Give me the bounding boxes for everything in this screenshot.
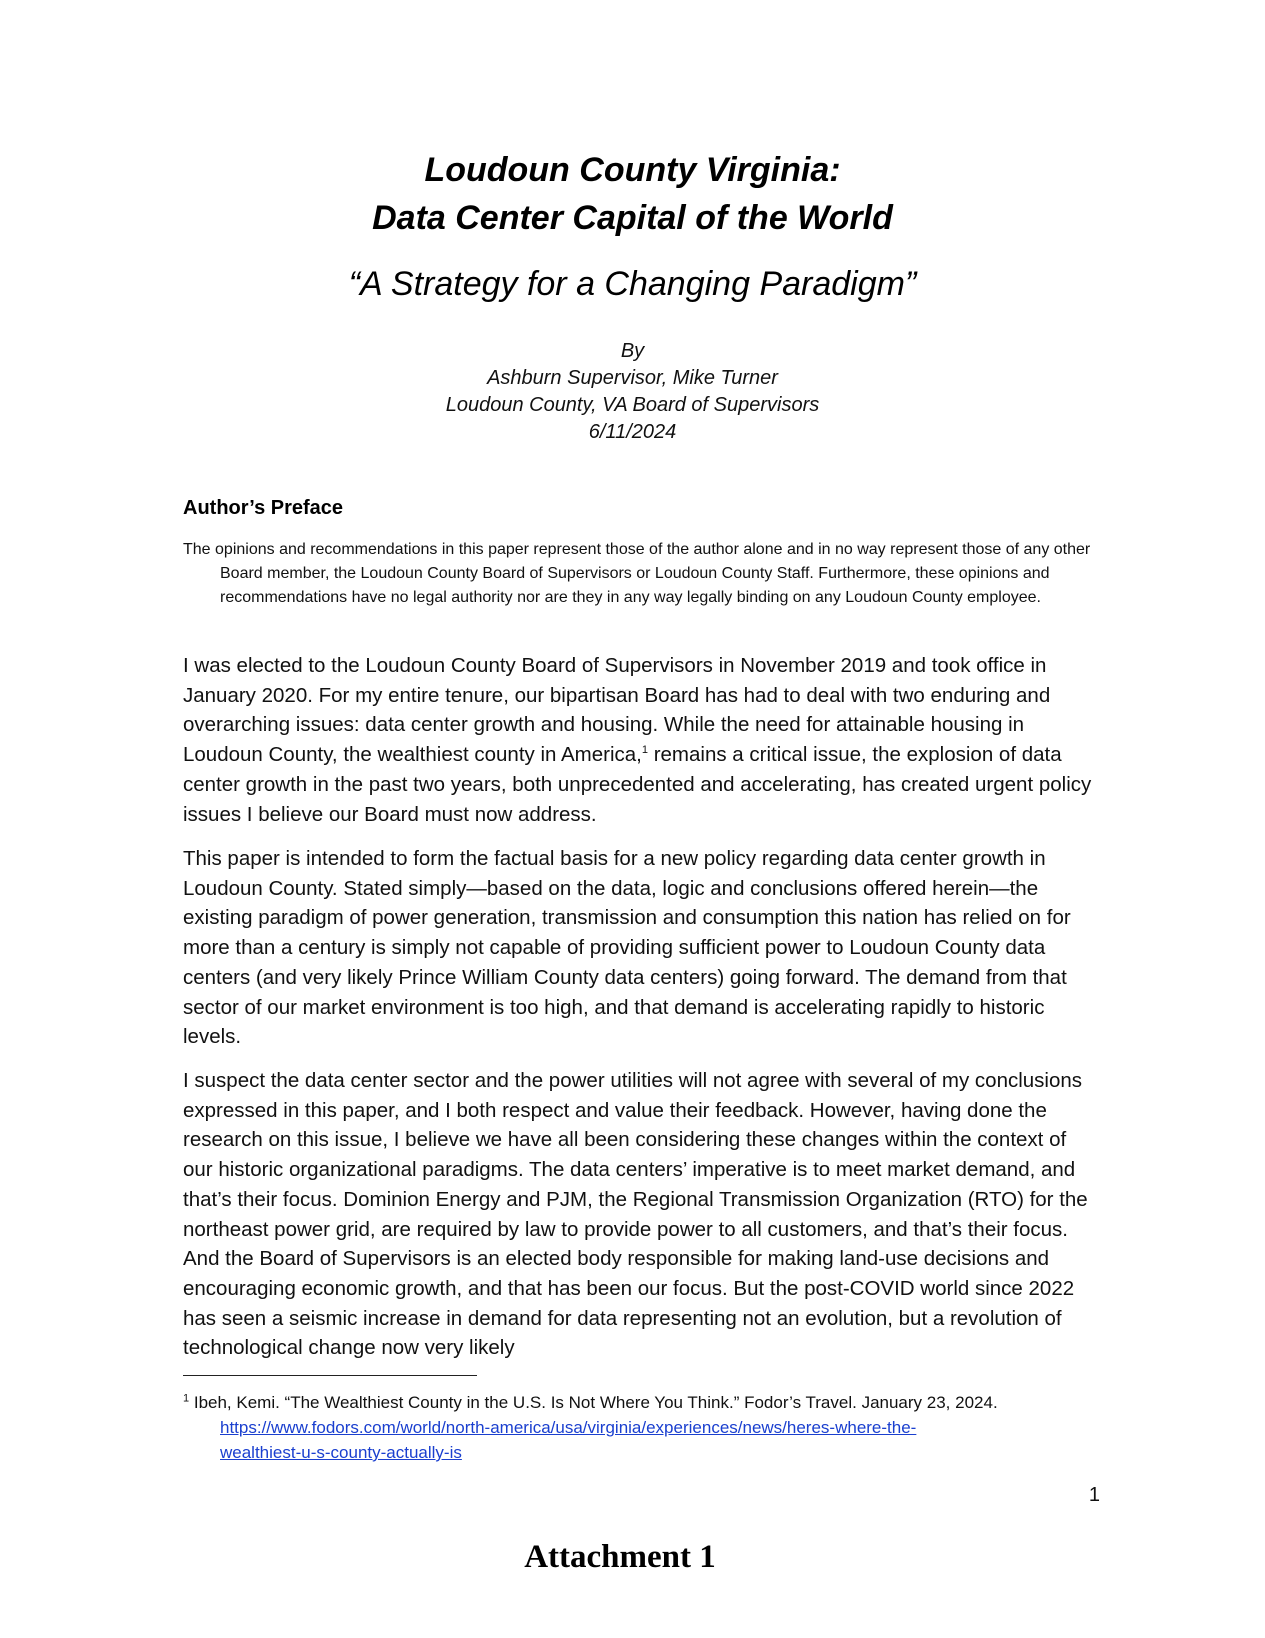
byline-organization: Loudoun County, VA Board of Supervisors — [445, 394, 820, 416]
byline-date: 6/11/2024 — [588, 421, 677, 443]
footnote-citation: Ibeh, Kemi. “The Wealthiest County in the U.S. Is Not Where You Think.” Fodor’s Travel. January 23, 2024. — [189, 1393, 998, 1412]
footnote-link-line-2: wealthiest-u-s-county-actually-is — [220, 1443, 462, 1462]
byline-author: Ashburn Supervisor, Mike Turner — [487, 367, 778, 389]
footnote-link[interactable] — [220, 1418, 916, 1462]
footnote-link-line-1: https://www.fodors.com/world/north-america/usa/virginia/experiences/news/heres-where-the- — [220, 1418, 917, 1437]
footnote-marker: 1 — [183, 1392, 190, 1405]
document-title — [0, 146, 1265, 242]
footnote-divider — [183, 1375, 477, 1376]
title-line-1: Loudoun County Virginia: — [424, 151, 841, 189]
footnote — [183, 1390, 1135, 1465]
body-paragraph-3: I suspect the data center sector and the power utilities will not agree with several of my conclusions expressed in this paper, and I both respect and value their feedback. However, having done the research on this issue, I believe we have all been considering these changes within the context of our historic organizational paradigms. The data centers’ imperative is to meet market demand, and that’s their focus. Dominion Energy and PJM, the Regional Transmission Organization (RTO) for the northeast power grid, are required by law to provide power to all customers, and that’s their focus. And the Board of Supervisors is an elected body responsible for making land-use decisions and encouraging economic growth, and that has been our focus. But the post-COVID world since 2022 has seen a seismic increase in demand for data representing not an evolution, but a revolution of technological change now very likely — [183, 1069, 1088, 1360]
paragraph-1-text-a: I was elected to the Loudoun County Board of Supervisors in November 2019 and took office in January 2020. For my entire tenure, our bipartisan Board has had to deal with two enduring and overarching issues: data center growth and housing. While the need for attainable housing in Loudoun County, the wealthiest county in America, — [183, 654, 1051, 767]
footnote-reference[interactable]: 1 — [641, 744, 648, 757]
disclaimer-text: The opinions and recommendations in this paper represent those of the author alone and in no way represent those of any other Board member, the Loudoun County Board of Supervisors or Loudoun County Staff. Furthermore, these opinions and recommendations have no legal authority nor are they in any way legally binding on any Loudoun County employee. — [183, 541, 1091, 606]
document-subtitle: “A Strategy for a Changing Paradigm” — [348, 265, 917, 303]
page-number: 1 — [1088, 1484, 1100, 1506]
paragraph-1-text-b: remains a critical issue, the explosion of data center growth in the past two years, both unprecedented and accelerating, has created urgent policy issues I believe our Board must now address. — [183, 743, 1092, 826]
byline — [0, 338, 1265, 446]
title-line-2: Data Center Capital of the World — [372, 199, 893, 237]
body-paragraph-1 — [183, 651, 1098, 829]
preface-heading: Author’s Preface — [183, 497, 344, 519]
attachment-label: Attachment 1 — [524, 1539, 716, 1575]
byline-by: By — [620, 340, 645, 362]
body-paragraph-2: This paper is intended to form the factual basis for a new policy regarding data center growth in Loudoun County. Stated simply—based on the data, logic and conclusions offered herein—the existing paradigm of power generation, transmission and consumption this nation has relied on for more than a century is simply not capable of providing sufficient power to Loudoun County data centers (and very likely Prince William County data centers) going forward. The demand from that sector of our market environment is too high, and that demand is accelerating rapidly to historic levels. — [183, 847, 1071, 1049]
